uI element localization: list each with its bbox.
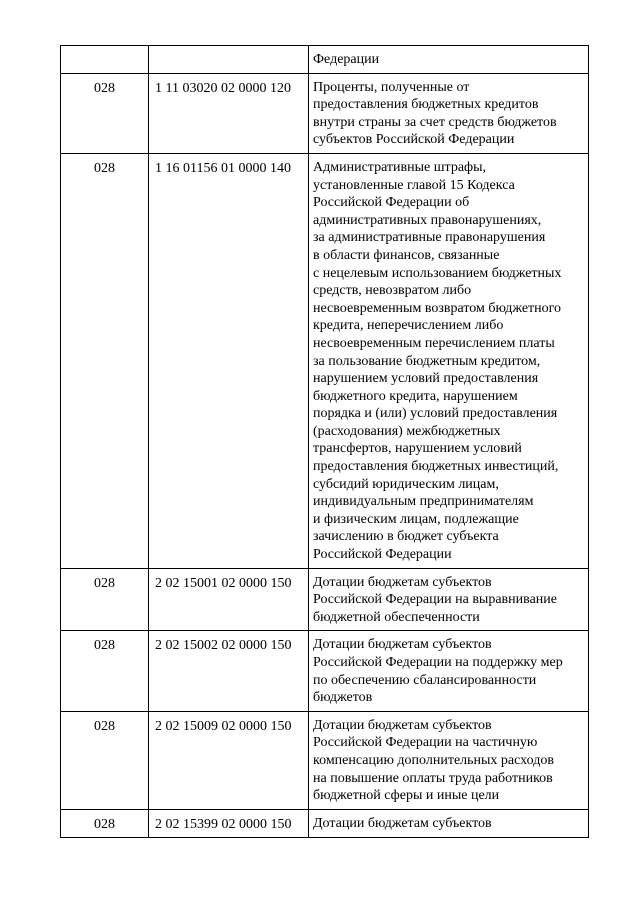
text-line: Российской Федерации на частичную	[313, 735, 538, 751]
table-row	[61, 153, 589, 568]
budget-code-cell: 1 16 01156 01 0000 140	[149, 153, 309, 568]
budget-code-cell	[149, 46, 309, 74]
text-line: бюджетной сферы и иные цели	[313, 788, 500, 804]
table-body	[61, 46, 589, 838]
revenue-name-cell	[309, 809, 589, 838]
text-line: Российской Федерации на выравнивание	[313, 592, 557, 608]
text-line: несвоевременным возвратом бюджетного	[313, 300, 562, 316]
text-line: Проценты, полученные от	[313, 79, 470, 95]
budget-code-cell: 2 02 15001 02 0000 150	[149, 568, 309, 631]
admin-code-cell: 028	[61, 809, 149, 838]
budget-code-cell: 2 02 15009 02 0000 150	[149, 711, 309, 809]
admin-code-cell: 028	[61, 153, 149, 568]
admin-code-cell: 028	[61, 631, 149, 711]
text-line: кредита, неперечислением либо	[313, 318, 504, 334]
text-line: административных правонарушениях,	[313, 212, 542, 228]
revenue-name-cell	[309, 153, 589, 568]
table-row	[61, 568, 589, 631]
text-line: с нецелевым использованием бюджетных	[313, 265, 562, 281]
text-line: на повышение оплаты труда работников	[313, 770, 553, 786]
text-line: бюджетов	[313, 690, 373, 706]
budget-code-table	[60, 45, 589, 838]
table-row	[61, 631, 589, 711]
text-line: зачислению в бюджет субъекта	[313, 529, 499, 545]
admin-code-cell: 028	[61, 568, 149, 631]
table-row	[61, 73, 589, 153]
text-line: Российской Федерации об	[313, 195, 470, 211]
text-line: (расходования) межбюджетных	[313, 423, 501, 439]
revenue-name-cell	[309, 568, 589, 631]
text-line: бюджетной обеспеченности	[313, 609, 480, 625]
text-line: в области финансов, связанные	[313, 247, 500, 263]
text-line: Дотации бюджетам субъектов	[313, 815, 492, 831]
revenue-name-cell	[309, 631, 589, 711]
table-row	[61, 711, 589, 809]
text-line: Российской Федерации	[313, 547, 452, 563]
admin-code-cell: 028	[61, 711, 149, 809]
text-line: Административные штрафы,	[313, 159, 487, 175]
revenue-name-cell	[309, 46, 589, 74]
table-row	[61, 809, 589, 838]
text-line: несвоевременным перечислением платы	[313, 335, 555, 351]
budget-code-cell: 2 02 15002 02 0000 150	[149, 631, 309, 711]
budget-code-cell: 1 11 03020 02 0000 120	[149, 73, 309, 153]
text-line: средств, невозвратом либо	[313, 283, 472, 299]
text-line: и физическим лицам, подлежащие	[313, 511, 519, 527]
text-line: по обеспечению сбалансированности	[313, 672, 537, 688]
text-line: Дотации бюджетам субъектов	[313, 717, 492, 733]
text-line: установленные главой 15 Кодекса	[313, 177, 515, 193]
text-line: Федерации	[313, 52, 380, 67]
text-line: субъектов Российской Федерации	[313, 132, 515, 148]
admin-code-cell	[61, 46, 149, 74]
text-line: предоставления бюджетных кредитов	[313, 97, 539, 113]
revenue-name-cell	[309, 711, 589, 809]
text-line: нарушением условий предоставления	[313, 371, 539, 387]
text-line: Дотации бюджетам субъектов	[313, 574, 492, 590]
admin-code-cell: 028	[61, 73, 149, 153]
text-line: Российской Федерации на поддержку мер	[313, 655, 563, 670]
text-line: за административные правонарушения	[313, 230, 546, 246]
text-line: компенсацию дополнительных расходов	[313, 752, 554, 768]
text-line: предоставления бюджетных инвестиций,	[313, 459, 559, 475]
text-line: Дотации бюджетам субъектов	[313, 637, 492, 653]
budget-code-cell: 2 02 15399 02 0000 150	[149, 809, 309, 838]
revenue-name-cell	[309, 73, 589, 153]
text-line: порядка и (или) условий предоставления	[313, 406, 558, 422]
text-line: за пользование бюджетным кредитом,	[313, 353, 541, 369]
text-line: трансфертов, нарушением условий	[313, 441, 522, 457]
text-line: внутри страны за счет средств бюджетов	[313, 114, 557, 130]
text-line: субсидий юридическим лицам,	[313, 476, 499, 492]
table-row	[61, 46, 589, 74]
text-line: бюджетного кредита, нарушением	[313, 388, 518, 404]
text-line: индивидуальным предпринимателям	[313, 494, 534, 510]
